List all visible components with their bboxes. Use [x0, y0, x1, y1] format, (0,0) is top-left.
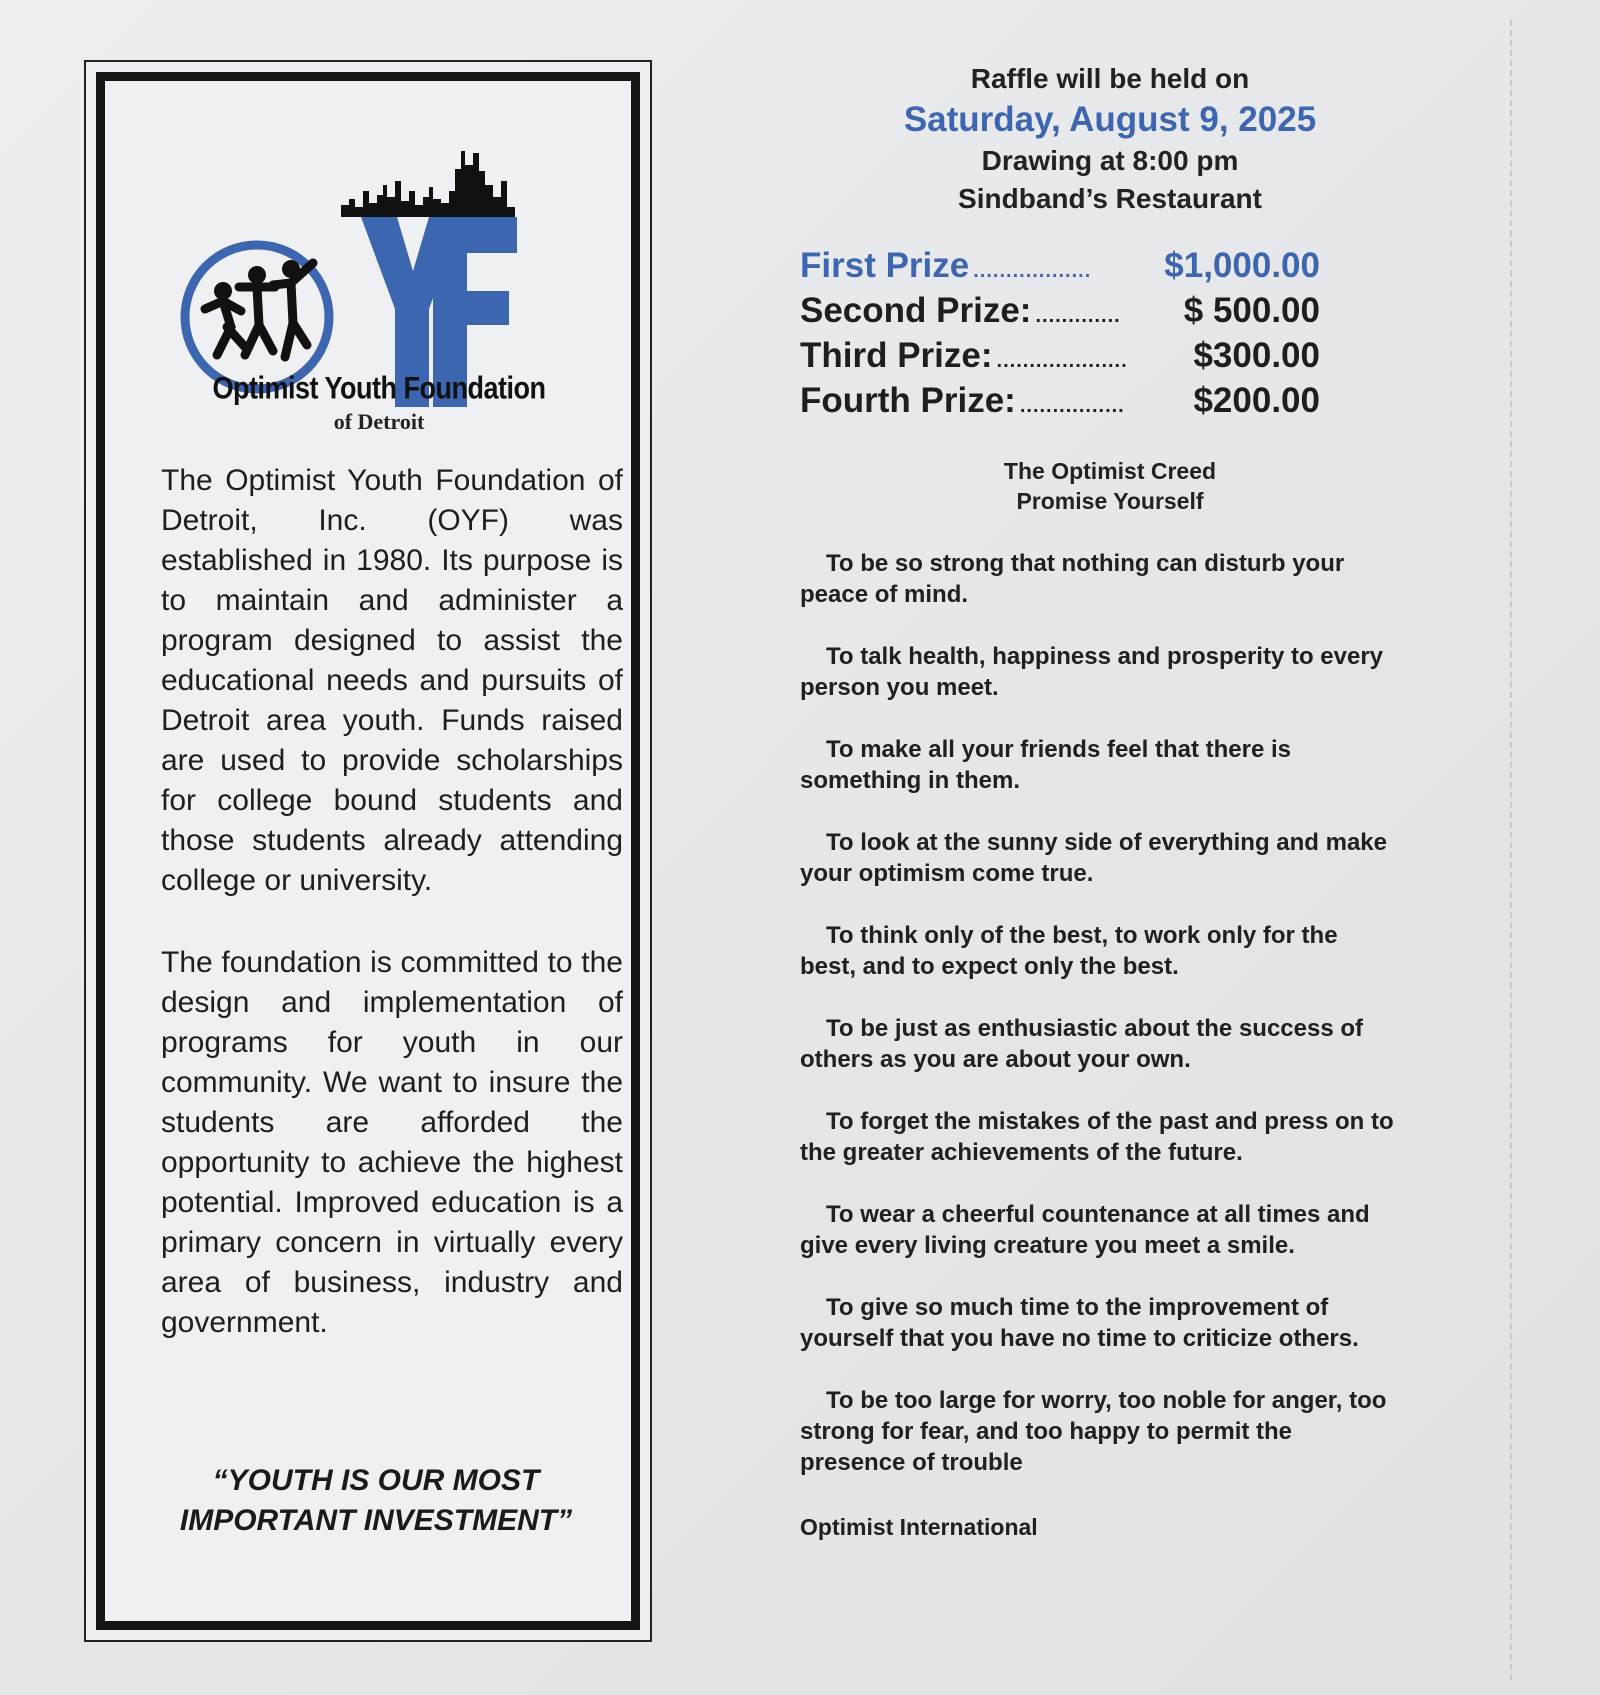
raffle-column	[800, 60, 1420, 1541]
creed-line: To make all your friends feel that there is something in them.	[800, 736, 1292, 794]
creed-line: To be too large for worry, too noble for anger, too strong for fear, and too happy to permit the presence of trouble	[800, 1387, 1387, 1476]
prize-leader-dots: ....................	[996, 350, 1128, 372]
prize-amount: $300.00	[1193, 336, 1320, 375]
logo-name: Optimist Youth Foundation	[212, 370, 546, 406]
prize-label: Second Prize:	[800, 291, 1032, 330]
prize-leader-dots: ..................	[973, 260, 1092, 282]
creed-line: To look at the sunny side of everything and make your optimism come true.	[800, 829, 1387, 887]
prize-amount: $200.00	[1193, 381, 1320, 420]
perforation-line	[1510, 20, 1512, 1680]
logo-subtitle: of Detroit	[333, 409, 425, 434]
city-skyline-icon	[341, 151, 515, 217]
creed-attribution: Optimist International	[800, 1514, 1038, 1540]
raffle-date: Saturday, August 9, 2025	[903, 100, 1317, 139]
prize-label: First Prize	[800, 246, 970, 285]
creed-line: To talk health, happiness and prosperity to every person you meet.	[800, 643, 1384, 701]
creed-text	[800, 548, 1400, 1478]
prize-label: Third Prize:	[800, 336, 993, 375]
prize-amount: $ 500.00	[1183, 291, 1320, 330]
creed-heading	[800, 456, 1420, 516]
raffle-time: Drawing at 8:00 pm	[981, 145, 1239, 176]
creed-line: To be so strong that nothing can disturb your peace of mind.	[800, 550, 1345, 608]
raffle-venue: Sindband’s Restaurant	[958, 183, 1262, 214]
creed-title: The Optimist Creed	[1003, 458, 1217, 484]
three-figures-circle-icon	[185, 245, 329, 389]
foundation-description	[161, 461, 623, 1385]
creed-line: To think only of the best, to work only for the best, and to expect only the best.	[800, 922, 1338, 980]
prize-row-fourth	[800, 381, 1320, 426]
about-paragraph: The Optimist Youth Foundation of Detroit, Inc. (OYF) was established in 1980. Its purpose is to maintain and administer a program designed to assist the educational needs and pursuits of Detroit area youth. Funds raised are used to provide scholarships for college bound students and those students already attending college or university.	[161, 464, 623, 897]
creed-line: To be just as enthusiastic about the success of others as you are about your own.	[800, 1015, 1364, 1073]
motto: “YOUTH IS OUR MOST IMPORTANT INVESTMENT”	[179, 1464, 573, 1537]
prize-list	[800, 246, 1320, 426]
prize-row-second	[800, 291, 1320, 336]
creed-line: To wear a cheerful countenance at all times and give every living creature you meet a smile.	[800, 1201, 1370, 1259]
prize-leader-dots: ................	[1019, 395, 1125, 417]
creed-line: To forget the mistakes of the past and press on to the greater achievements of the future.	[800, 1108, 1394, 1166]
creed-line: To give so much time to the improvement of yourself that you have no time to criticize others.	[800, 1294, 1359, 1352]
foundation-panel	[84, 60, 652, 1642]
creed-subtitle: Promise Yourself	[1016, 488, 1204, 514]
prize-amount: $1,000.00	[1164, 246, 1320, 285]
raffle-heading: Raffle will be held on	[970, 63, 1250, 94]
prize-row-first	[800, 246, 1320, 291]
prize-row-third	[800, 336, 1320, 381]
about-paragraph: The foundation is committed to the design and implementation of programs for youth in our community. We want to insure the students are afforded the opportunity to achieve the highest potential. Improved education is a primary concern in virtually every area of business, industry and government.	[161, 946, 623, 1339]
foundation-panel-inner	[96, 72, 640, 1630]
prize-leader-dots: .............	[1035, 305, 1121, 327]
prize-label: Fourth Prize:	[800, 381, 1016, 420]
